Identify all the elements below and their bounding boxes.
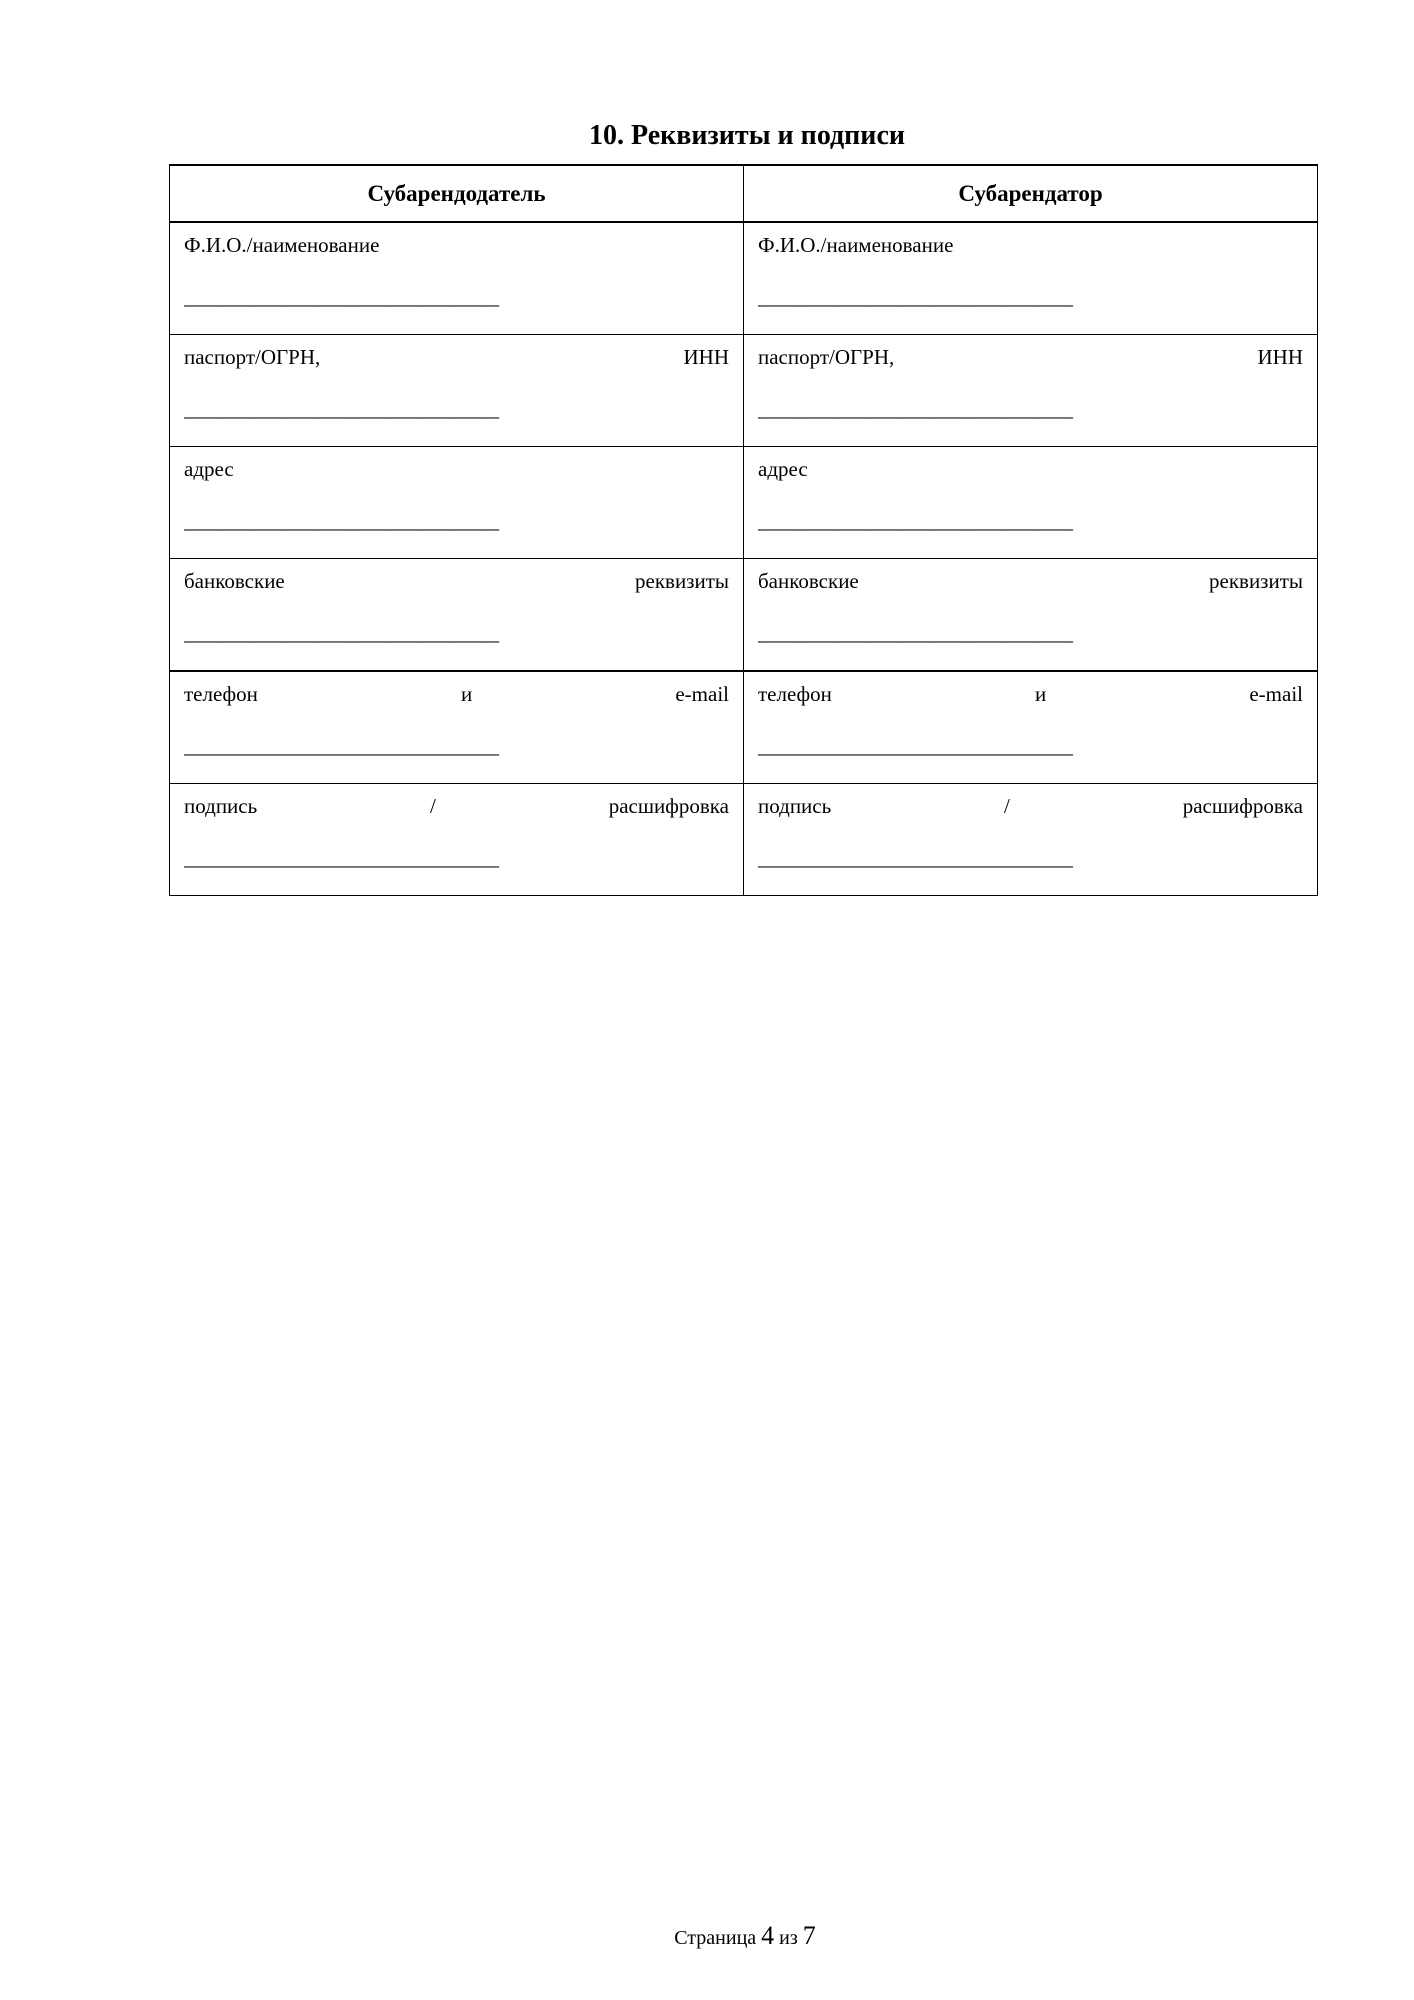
footer-page-number: 4 xyxy=(761,1921,775,1950)
table-row xyxy=(170,559,1318,672)
field-label: банковские xyxy=(184,569,285,593)
field-label: адрес xyxy=(184,457,234,481)
table-header-row xyxy=(170,165,1318,222)
table-row xyxy=(170,335,1318,447)
field-label: Ф.И.О./наименование xyxy=(758,233,954,257)
field-label: телефон xyxy=(184,682,258,706)
field-label: телефон xyxy=(758,682,832,706)
blank-line: ______________________________ xyxy=(184,621,499,645)
field-label: и xyxy=(461,682,473,706)
column-header-subtenant: Субарендатор xyxy=(744,165,1318,222)
field-label: / xyxy=(1004,794,1010,818)
field-label: паспорт/ОГРН, xyxy=(184,345,321,369)
footer-page-total: 7 xyxy=(802,1921,816,1950)
subtenant-passport-cell[interactable] xyxy=(744,335,1318,447)
table-row xyxy=(170,222,1318,335)
field-label: паспорт/ОГРН, xyxy=(758,345,895,369)
field-label: подпись xyxy=(758,794,832,818)
blank-line: ______________________________ xyxy=(184,734,499,758)
blank-line: ______________________________ xyxy=(184,509,499,533)
field-label: e-mail xyxy=(675,682,729,706)
field-label: адрес xyxy=(758,457,808,481)
sublessor-bank-cell[interactable] xyxy=(170,559,744,672)
blank-line: ______________________________ xyxy=(184,846,499,870)
column-header-sublessor: Субарендодатель xyxy=(170,165,744,222)
page-footer xyxy=(0,1921,1414,1951)
field-label: реквизиты xyxy=(1209,569,1303,593)
requisites-table xyxy=(169,164,1318,896)
footer-prefix: Страница xyxy=(674,1927,757,1949)
blank-line: ______________________________ xyxy=(758,734,1073,758)
table-row xyxy=(170,671,1318,784)
subtenant-bank-cell[interactable] xyxy=(744,559,1318,672)
field-label: банковские xyxy=(758,569,859,593)
field-label: реквизиты xyxy=(635,569,729,593)
blank-line: ______________________________ xyxy=(758,285,1073,309)
subtenant-address-cell[interactable] xyxy=(744,447,1318,559)
sublessor-passport-cell[interactable] xyxy=(170,335,744,447)
field-label: расшифровка xyxy=(1182,794,1303,818)
blank-line: ______________________________ xyxy=(758,846,1073,870)
field-label: / xyxy=(430,794,436,818)
subtenant-name-cell[interactable] xyxy=(744,222,1318,335)
blank-line: ______________________________ xyxy=(184,285,499,309)
sublessor-signature-cell[interactable] xyxy=(170,784,744,896)
field-label: ИНН xyxy=(683,345,729,369)
subtenant-signature-cell[interactable] xyxy=(744,784,1318,896)
sublessor-contacts-cell[interactable] xyxy=(170,671,744,784)
field-label: и xyxy=(1035,682,1047,706)
subtenant-contacts-cell[interactable] xyxy=(744,671,1318,784)
blank-line: ______________________________ xyxy=(758,621,1073,645)
table-row xyxy=(170,784,1318,896)
blank-line: ______________________________ xyxy=(758,509,1073,533)
blank-line: ______________________________ xyxy=(758,397,1073,421)
field-label: ИНН xyxy=(1257,345,1303,369)
table-row xyxy=(170,447,1318,559)
section-title: 10. Реквизиты и подписи xyxy=(589,120,905,151)
footer-middle: из xyxy=(779,1927,798,1949)
sublessor-name-cell[interactable] xyxy=(170,222,744,335)
field-label: расшифровка xyxy=(608,794,729,818)
field-label: e-mail xyxy=(1249,682,1303,706)
blank-line: ______________________________ xyxy=(184,397,499,421)
field-label: Ф.И.О./наименование xyxy=(184,233,380,257)
field-label: подпись xyxy=(184,794,258,818)
sublessor-address-cell[interactable] xyxy=(170,447,744,559)
